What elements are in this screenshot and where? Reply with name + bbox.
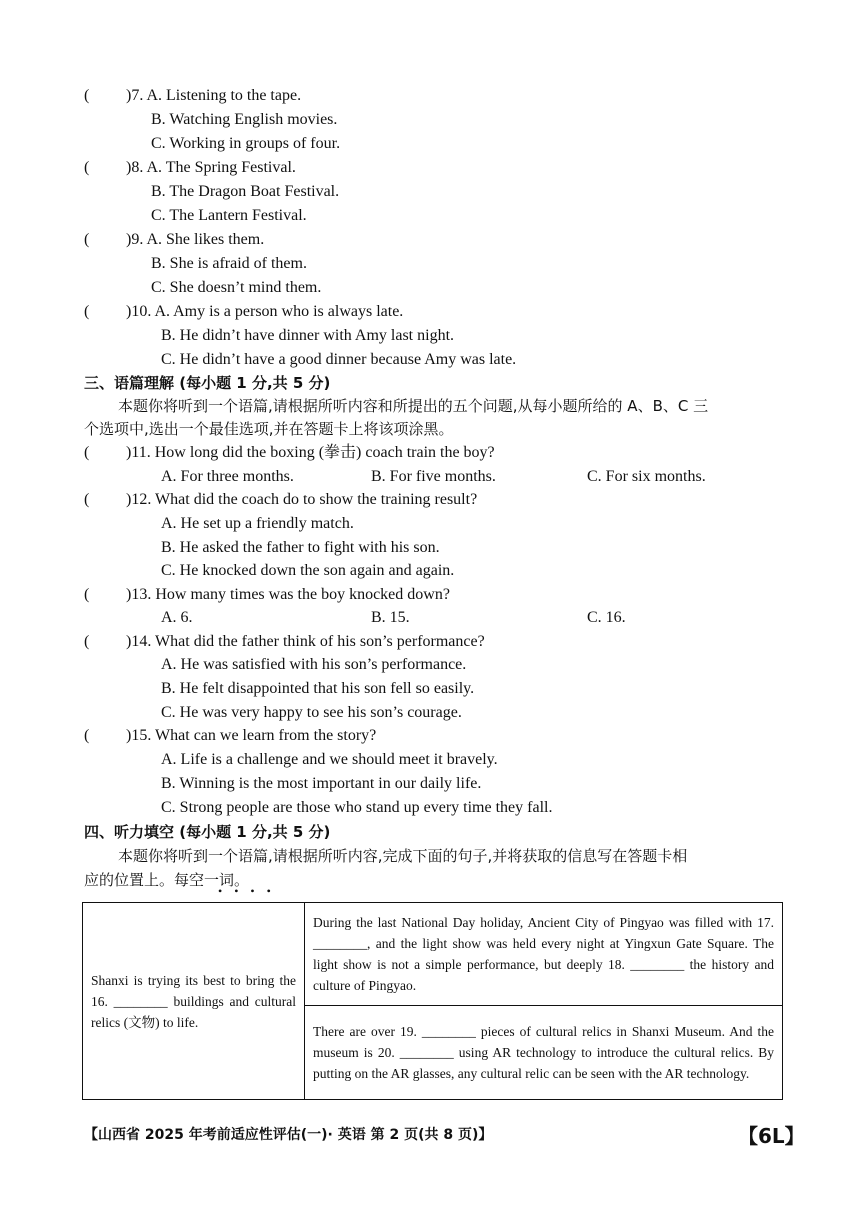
- q13-option-c: C. 16.: [587, 609, 626, 626]
- q7-option-c: C. Working in groups of four.: [151, 135, 341, 152]
- section-3-instruction-line2: 个选项中,选出一个最佳选项,并在答题卡上将该项涂黑。: [84, 420, 454, 438]
- table-right-top-cell: During the last National Day holiday, Ancient City of Pingyao was filled with 17. ________, and the light show was held every night at Yingxun Gate Square. The light show is not a simple performance, but deeply 18. ________ the history and culture of Pingyao.: [305, 903, 783, 1006]
- section-4-instruction-line2: 应的位置上。每空一词。: [84, 871, 250, 889]
- page-footer: 【山西省 2025 年考前适应性评估(一)· 英语 第 2 页(共 8 页)】: [84, 1127, 493, 1143]
- table-right-bottom-cell: There are over 19. ________ pieces of cultural relics in Shanxi Museum. And the museum is 20. ________ using AR technology to introduce the cultural relics. By putting on the AR glasses, any cultural relic can be seen with the AR technology.: [305, 1006, 783, 1100]
- q13-option-b: B. 15.: [371, 609, 410, 626]
- q10-option-c: C. He didn’t have a good dinner because Amy was late.: [161, 351, 517, 368]
- question-10: )10. A. Amy is a person who is always late.: [126, 303, 404, 320]
- question-13: )13. How many times was the boy knocked down?: [126, 586, 450, 603]
- paper-code: 【6L】: [738, 1124, 805, 1148]
- q15-option-c: C. Strong people are those who stand up every time they fall.: [161, 799, 553, 816]
- answer-paren: (: [84, 159, 90, 176]
- q12-option-a: A. He set up a friendly match.: [161, 515, 354, 532]
- q9-option-c: C. She doesn’t mind them.: [151, 279, 322, 296]
- q13-option-a: A. 6.: [161, 609, 193, 626]
- question-8: )8. A. The Spring Festival.: [126, 159, 296, 176]
- question-7: )7. A. Listening to the tape.: [126, 87, 302, 104]
- section-3-instruction-line1: 本题你将听到一个语篇,请根据所听内容和所提出的五个问题,从每小题所给的 A、B、C 三: [118, 397, 709, 415]
- q10-option-b: B. He didn’t have dinner with Amy last night.: [161, 327, 455, 344]
- q8-option-c: C. The Lantern Festival.: [151, 207, 307, 224]
- answer-paren: (: [84, 87, 90, 104]
- question-9: )9. A. She likes them.: [126, 231, 265, 248]
- q14-option-b: B. He felt disappointed that his son fell so easily.: [161, 680, 475, 697]
- answer-paren: (: [84, 231, 90, 248]
- q14-option-a: A. He was satisfied with his son’s performance.: [161, 656, 467, 673]
- answer-paren: (: [84, 303, 90, 320]
- section-4-title: 四、听力填空 (每小题 1 分,共 5 分): [84, 823, 331, 841]
- section-3-title: 三、语篇理解 (每小题 1 分,共 5 分): [84, 374, 331, 392]
- question-12: )12. What did the coach do to show the training result?: [126, 491, 478, 508]
- answer-paren: (: [84, 633, 90, 650]
- table-left-cell: Shanxi is trying its best to bring the 16. ________ buildings and cultural relics (文物) to life.: [83, 903, 305, 1100]
- q15-option-a: A. Life is a challenge and we should meet it bravely.: [161, 751, 498, 768]
- q12-option-c: C. He knocked down the son again and again.: [161, 562, 455, 579]
- question-14: )14. What did the father think of his son’s performance?: [126, 633, 485, 650]
- question-15: )15. What can we learn from the story?: [126, 727, 377, 744]
- answer-paren: (: [84, 586, 90, 603]
- answer-paren: (: [84, 491, 90, 508]
- q11-option-c: C. For six months.: [587, 468, 706, 485]
- answer-paren: (: [84, 444, 90, 461]
- q15-option-b: B. Winning is the most important in our daily life.: [161, 775, 482, 792]
- q8-option-b: B. The Dragon Boat Festival.: [151, 183, 340, 200]
- q12-option-b: B. He asked the father to fight with his son.: [161, 539, 440, 556]
- emphasis-dots: ••••: [218, 884, 283, 898]
- q14-option-c: C. He was very happy to see his son’s courage.: [161, 704, 462, 721]
- q11-option-b: B. For five months.: [371, 468, 496, 485]
- answer-paren: (: [84, 727, 90, 744]
- q7-option-b: B. Watching English movies.: [151, 111, 338, 128]
- question-11: )11. How long did the boxing (拳击) coach train the boy?: [126, 444, 495, 461]
- q11-option-a: A. For three months.: [161, 468, 294, 485]
- section-4-instruction-line1: 本题你将听到一个语篇,请根据所听内容,完成下面的句子,并将获取的信息写在答题卡相: [118, 847, 688, 865]
- fill-in-table: [82, 902, 783, 1100]
- q9-option-b: B. She is afraid of them.: [151, 255, 307, 272]
